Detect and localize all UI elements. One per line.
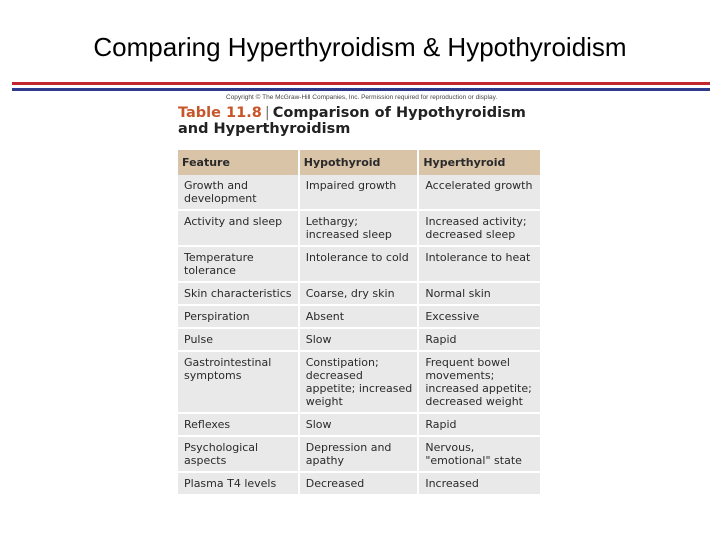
table-header-row bbox=[178, 150, 541, 175]
cell-hypothyroid: Decreased bbox=[299, 472, 419, 495]
title-separator: | bbox=[264, 105, 270, 121]
cell-hyperthyroid: Increased activity; decreased sleep bbox=[418, 210, 541, 246]
table-row bbox=[178, 328, 541, 351]
cell-hyperthyroid: Rapid bbox=[418, 328, 541, 351]
cell-feature: Growth and development bbox=[178, 175, 299, 210]
cell-hypothyroid: Depression and apathy bbox=[299, 436, 419, 472]
cell-feature: Reflexes bbox=[178, 413, 299, 436]
table-number: Table 11.8 bbox=[178, 105, 262, 121]
cell-hyperthyroid: Normal skin bbox=[418, 282, 541, 305]
table-row bbox=[178, 175, 541, 210]
header-feature: Feature bbox=[178, 150, 299, 175]
cell-hyperthyroid: Increased bbox=[418, 472, 541, 495]
cell-hypothyroid: Slow bbox=[299, 413, 419, 436]
cell-feature: Temperature tolerance bbox=[178, 246, 299, 282]
table-figure bbox=[176, 92, 542, 532]
table-title-line2: and Hyperthyroidism bbox=[178, 121, 351, 137]
table-row bbox=[178, 282, 541, 305]
copyright-notice: Copyright © The McGraw-Hill Companies, Inc. Permission required for reproduction or display. bbox=[226, 94, 498, 101]
table-row bbox=[178, 436, 541, 472]
cell-hyperthyroid: Excessive bbox=[418, 305, 541, 328]
cell-feature: Skin characteristics bbox=[178, 282, 299, 305]
cell-hyperthyroid: Intolerance to heat bbox=[418, 246, 541, 282]
header-hypothyroid: Hypothyroid bbox=[299, 150, 419, 175]
cell-hypothyroid: Slow bbox=[299, 328, 419, 351]
comparison-table bbox=[178, 150, 542, 496]
title-rule-red bbox=[12, 82, 710, 85]
cell-feature: Pulse bbox=[178, 328, 299, 351]
cell-feature: Psychological aspects bbox=[178, 436, 299, 472]
cell-hyperthyroid: Frequent bowel movements; increased appetite; decreased weight bbox=[418, 351, 541, 413]
header-hyperthyroid: Hyperthyroid bbox=[418, 150, 541, 175]
slide-title: Comparing Hyperthyroidism & Hypothyroidism bbox=[93, 32, 627, 62]
table-title-line1: Comparison of Hypothyroidism bbox=[272, 105, 526, 121]
cell-hypothyroid: Constipation; decreased appetite; increased weight bbox=[299, 351, 419, 413]
table-title bbox=[178, 105, 526, 137]
table-row bbox=[178, 413, 541, 436]
table-row bbox=[178, 246, 541, 282]
table-row bbox=[178, 472, 541, 495]
cell-feature: Gastrointestinal symptoms bbox=[178, 351, 299, 413]
cell-feature: Plasma T4 levels bbox=[178, 472, 299, 495]
cell-hyperthyroid: Rapid bbox=[418, 413, 541, 436]
cell-hypothyroid: Impaired growth bbox=[299, 175, 419, 210]
table-row bbox=[178, 305, 541, 328]
table-row bbox=[178, 351, 541, 413]
cell-feature: Perspiration bbox=[178, 305, 299, 328]
cell-hypothyroid: Absent bbox=[299, 305, 419, 328]
table-row bbox=[178, 210, 541, 246]
cell-hypothyroid: Coarse, dry skin bbox=[299, 282, 419, 305]
cell-hypothyroid: Lethargy; increased sleep bbox=[299, 210, 419, 246]
cell-feature: Activity and sleep bbox=[178, 210, 299, 246]
cell-hypothyroid: Intolerance to cold bbox=[299, 246, 419, 282]
cell-hyperthyroid: Nervous, "emotional" state bbox=[418, 436, 541, 472]
cell-hyperthyroid: Accelerated growth bbox=[418, 175, 541, 210]
title-rule-blue bbox=[12, 88, 710, 91]
